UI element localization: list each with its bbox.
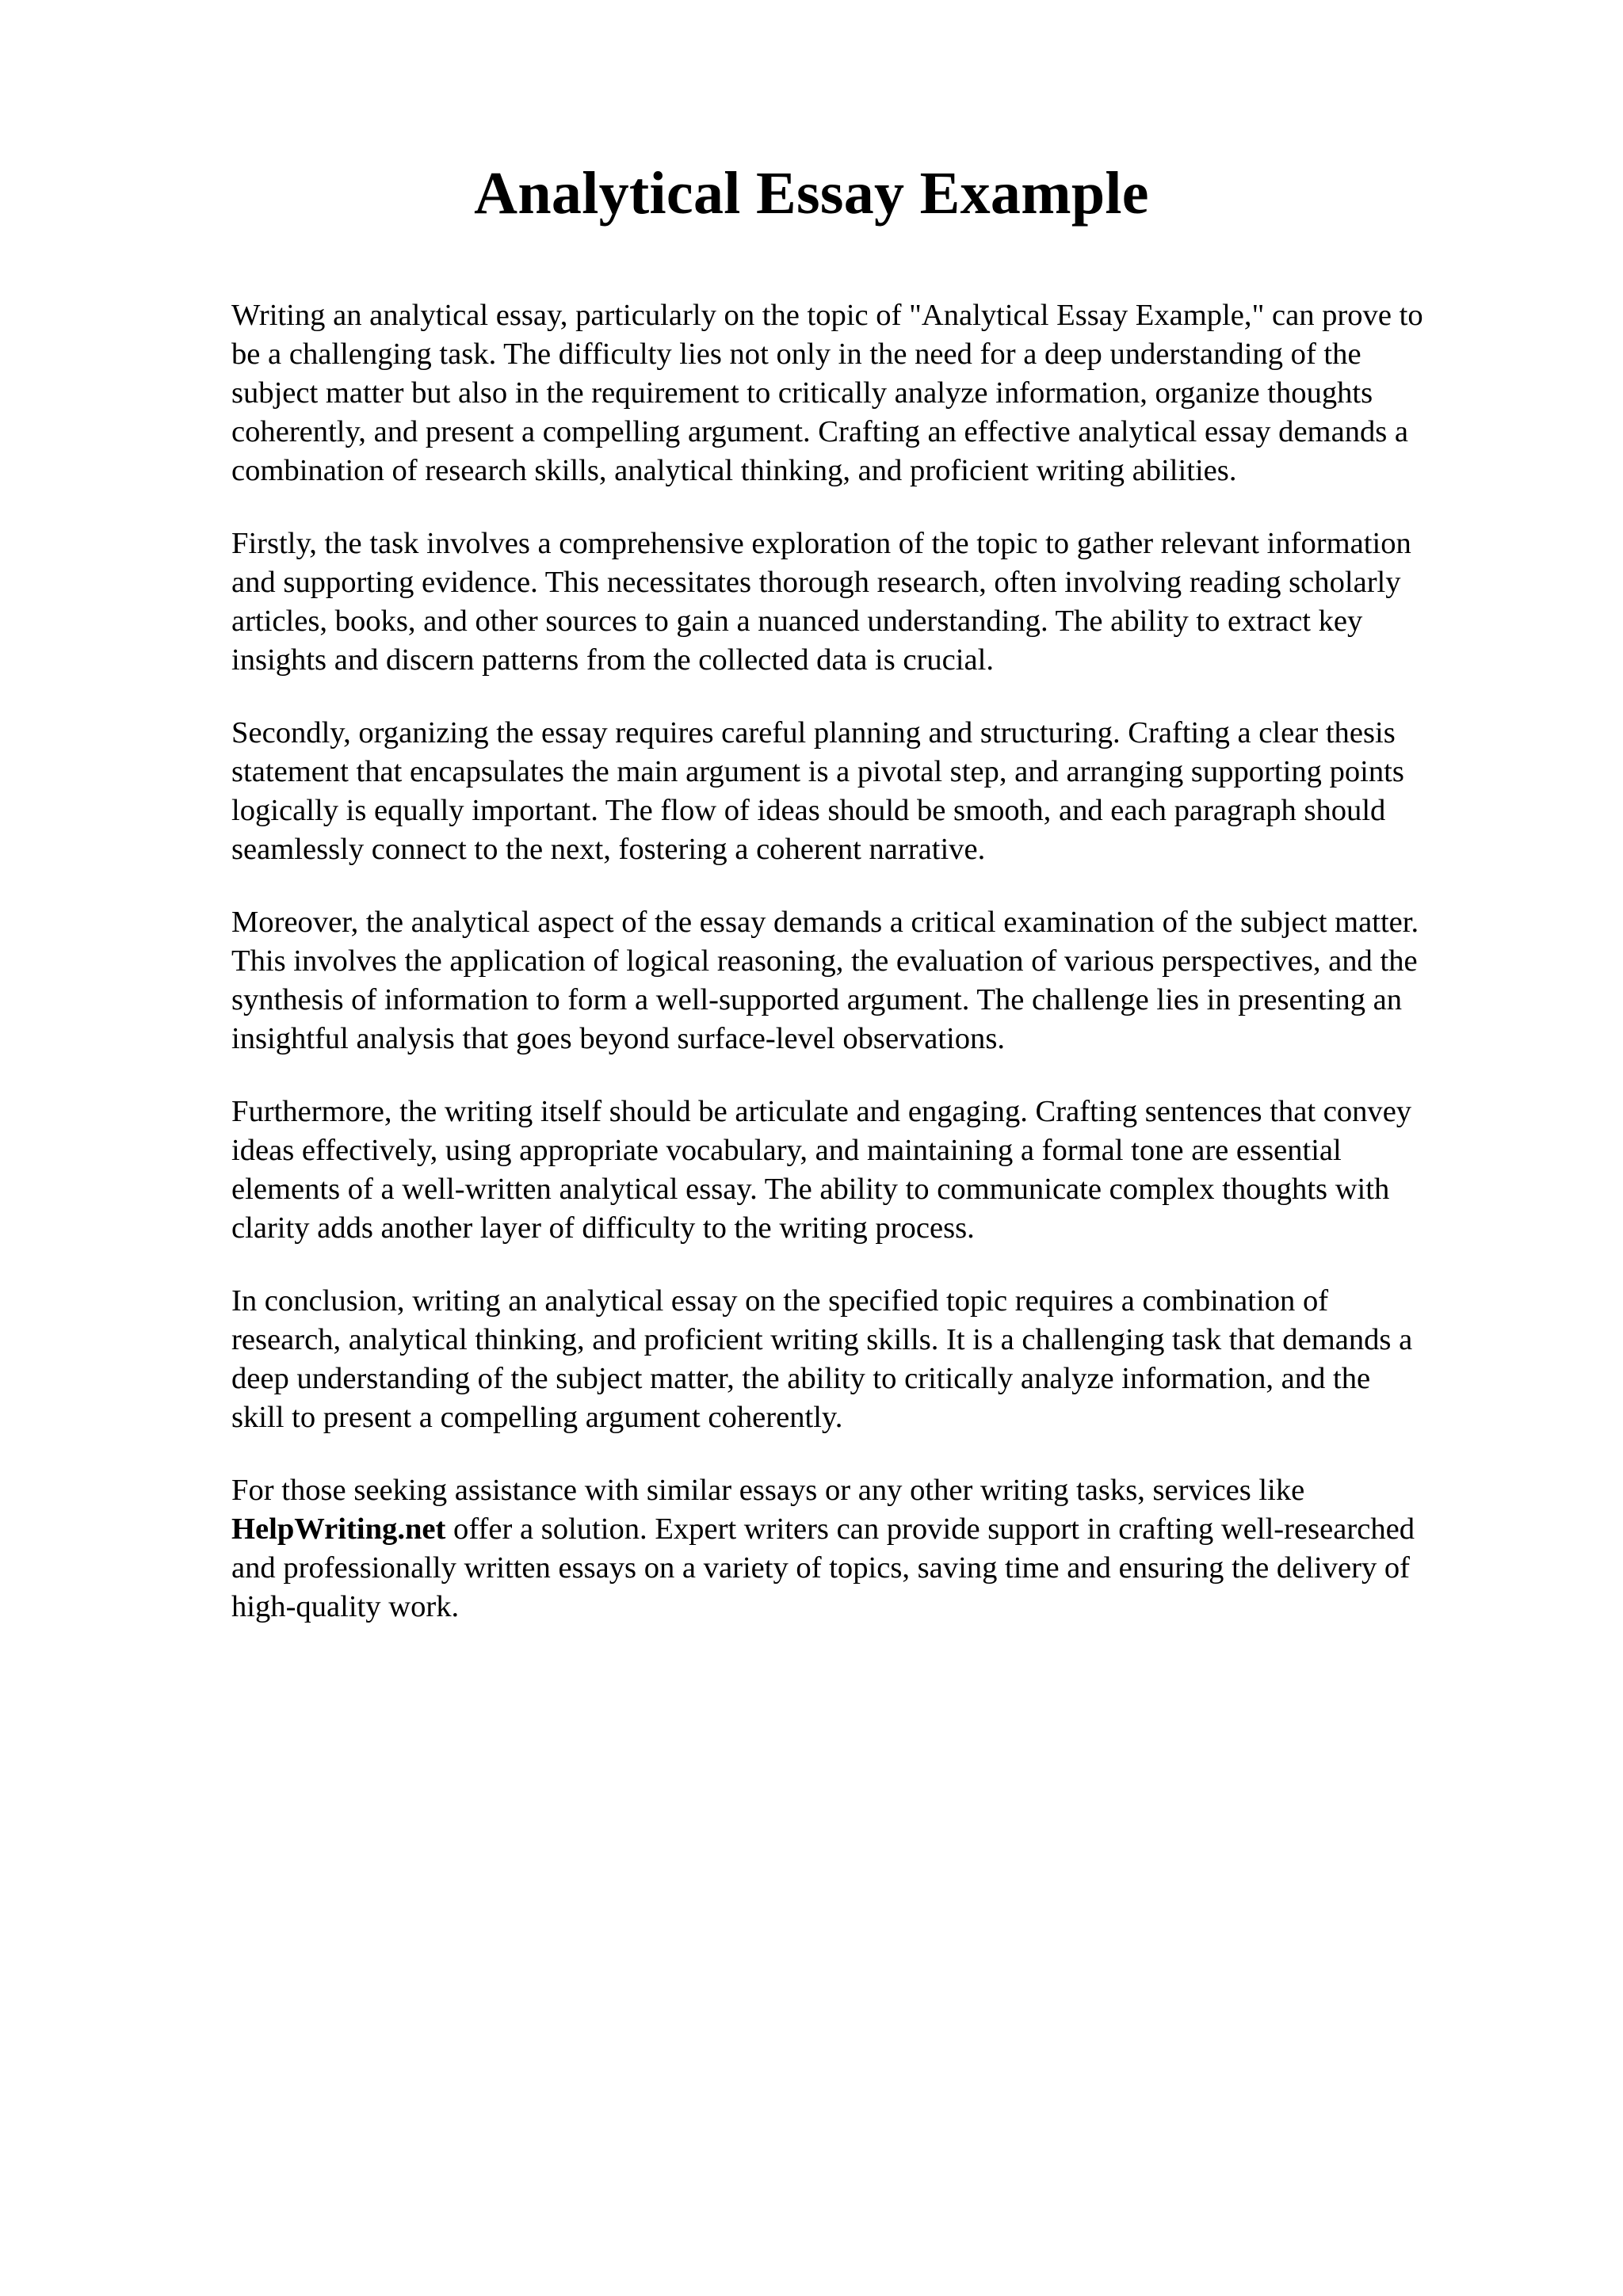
text-line: Moreover, the analytical aspect of the essay demands a critical examination of the subject matter. [231,906,1419,939]
text-line: Writing an analytical essay, particularly on the topic of "Analytical Essay Example," can prove to [231,299,1423,332]
paragraph-5 [231,1093,1525,1248]
text-fragment: offer a solution. Expert writers can provide support in crafting well-researched [445,1512,1415,1546]
paragraph-6 [231,1282,1525,1437]
text-line: Secondly, organizing the essay requires careful planning and structuring. Crafting a clear thesis [231,716,1396,749]
paragraph-4 [231,903,1525,1058]
text-line: combination of research skills, analytical thinking, and proficient writing abilities. [231,454,1237,487]
text-line: ideas effectively, using appropriate vocabulary, and maintaining a formal tone are essential [231,1134,1342,1167]
text-line: insights and discern patterns from the collected data is crucial. [231,643,994,677]
text-line-with-brand [231,1510,1525,1549]
text-line: Furthermore, the writing itself should be articulate and engaging. Crafting sentences that convey [231,1095,1412,1128]
paragraph-2 [231,524,1525,680]
text-line: high-quality work. [231,1590,460,1623]
text-line: This involves the application of logical reasoning, the evaluation of various perspectives, and the [231,944,1418,978]
paragraph-closing [231,1471,1525,1627]
text-line: insightful analysis that goes beyond surface-level observations. [231,1022,1006,1055]
text-line: deep understanding of the subject matter, the ability to critically analyze information, and the [231,1362,1371,1395]
paragraph-1 [231,296,1525,490]
text-line: skill to present a compelling argument coherently. [231,1401,843,1434]
text-line: clarity adds another layer of difficulty to the writing process. [231,1211,975,1245]
text-line: be a challenging task. The difficulty lies not only in the need for a deep understanding of the [231,338,1361,371]
paragraph-3 [231,714,1525,869]
page-title: Analytical Essay Example [474,160,1149,227]
text-line: articles, books, and other sources to gain a nuanced understanding. The ability to extract key [231,605,1363,638]
text-line: research, analytical thinking, and proficient writing skills. It is a challenging task that demands a [231,1323,1413,1356]
text-line: synthesis of information to form a well-supported argument. The challenge lies in presenting an [231,983,1403,1016]
text-line: Firstly, the task involves a comprehensive exploration of the topic to gather relevant information [231,527,1411,560]
text-line: elements of a well-written analytical essay. The ability to communicate complex thoughts with [231,1173,1390,1206]
text-line: subject matter but also in the requirement to critically analyze information, organize thoughts [231,376,1373,410]
text-line: and supporting evidence. This necessitates thorough research, often involving reading scholarly [231,566,1401,599]
text-line: seamlessly connect to the next, fostering a coherent narrative. [231,833,986,866]
text-line: and professionally written essays on a variety of topics, saving time and ensuring the delivery of [231,1551,1411,1585]
brand-name: HelpWriting.net [231,1512,446,1546]
text-line: coherently, and present a compelling argument. Crafting an effective analytical essay demands a [231,415,1409,448]
essay-body [231,296,1525,1661]
text-line: logically is equally important. The flow of ideas should be smooth, and each paragraph should [231,794,1386,827]
text-line: In conclusion, writing an analytical essay on the specified topic requires a combination of [231,1284,1329,1318]
text-line: For those seeking assistance with similar essays or any other writing tasks, services like [231,1474,1305,1507]
text-line: statement that encapsulates the main argument is a pivotal step, and arranging supporting points [231,755,1404,788]
